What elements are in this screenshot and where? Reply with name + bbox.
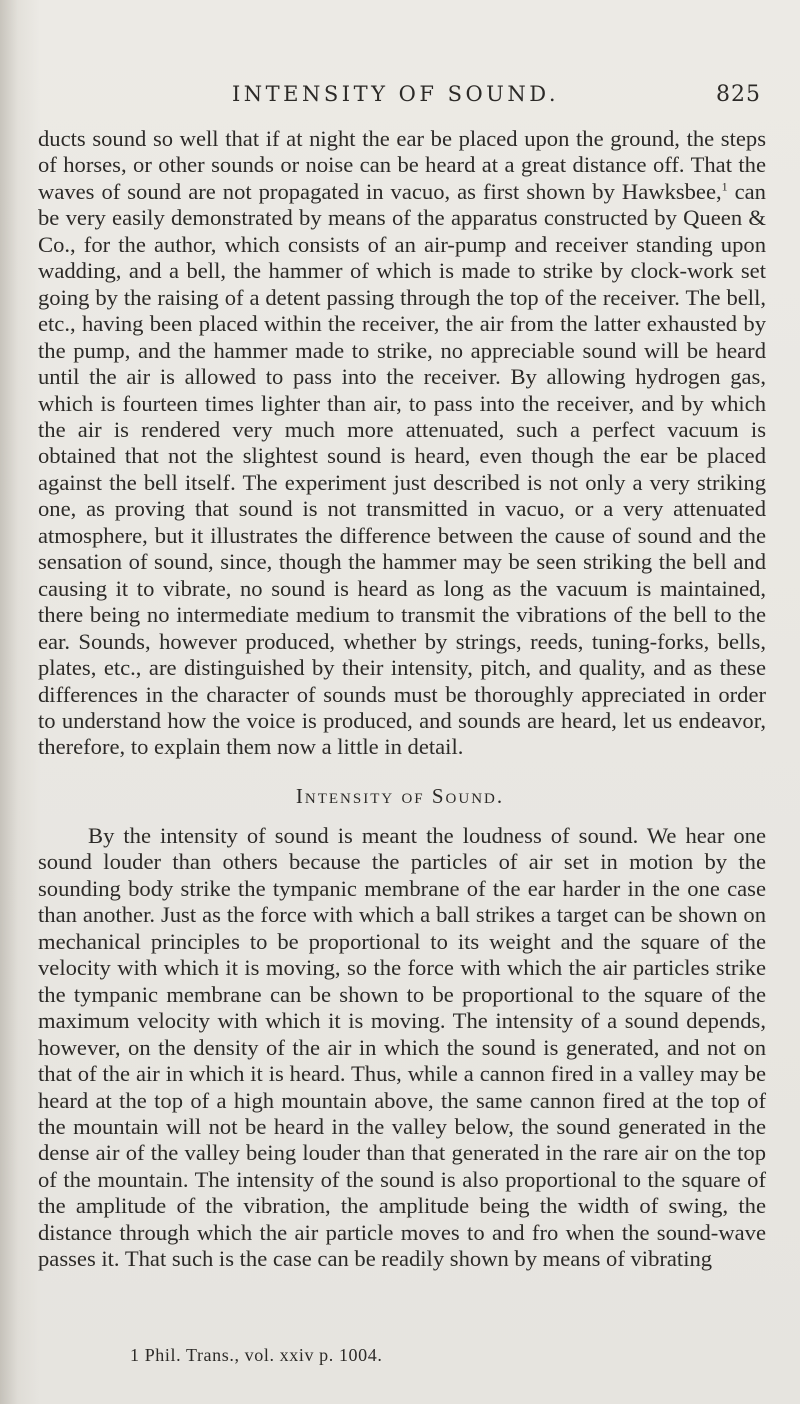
section-paragraph-text: By the intensity of sound is meant the loudness of sound. We hear one sound louder than others because the particles of air set in motion by the sounding body strike the tympanic membrane of the ear harder in the one case than another. Just as the force with which a ball strikes a target can be shown on mechanical principles to be proportional to its weight and the square of the velocity with which it is moving, so the force with which the air particles strike the tympanic membrane can be shown to be proportional to the square of the maximum velocity with which it is moving. The intensity of a sound depends, however, on the density of the air in which the sound is generated, and not on that of the air in which it is heard. Thus, while a cannon fired in a valley may be heard at the top of a high mountain above, the same cannon fired at the top of the mountain will not be heard in the valley below, the sound generated in the dense air of the valley being louder than that generated in the rare air on the top of the mountain. The intensity of the sound is also proportional to the square of the amplitude of the vibration, the amplitude being the width of swing, the distance through which the air particle moves to and fro when the sound-wave passes it. That such is the case can be readily shown by means of vibrating	[38, 823, 766, 1272]
paragraph-text-part-b: can be very easily demonstrated by means of the apparatus constructed by Queen & Co., for the author, which consists of an air-pump and receiver standing upon wadding, and a bell, the hammer of which is made to strike by clock-work set going by the raising of a detent passing through the top of the receiver. The bell, etc., having been placed within the receiver, the air from the latter exhausted by the pump, and the hammer made to strike, no appreciable sound will be heard until the air is allowed to pass into the receiver. By allowing hydrogen gas, which is fourteen times lighter than air, to pass into the receiver, and by which the air is rendered very much more attenuated, such a perfect vacuum is obtained that not the slightest sound is heard, even though the ear be placed against the bell itself. The experiment just described is not only a very striking one, as proving that sound is not transmitted in vacuo, or a very attenuated atmosphere, but it illustrates the difference between the cause of sound and the sensation of sound, since, though the hammer may be seen striking the bell and causing it to vibrate, no sound is heard as long as the vacuum is maintained, there being no intermediate medium to transmit the vibrations of the bell to the ear. Sounds, however produced, whether by strings, reeds, tuning-forks, bells, plates, etc., are distinguished by their intensity, pitch, and quality, and as these differences in the character of sounds must be thoroughly appreciated in order to understand how the voice is produced, and sounds are heard, let us endeavor, therefore, to explain them now a little in detail.	[38, 178, 766, 760]
footnote: 1 Phil. Trans., vol. xxiv p. 1004.	[130, 1345, 383, 1365]
running-head	[0, 82, 800, 112]
section-heading: Intensity of Sound.	[295, 784, 505, 808]
running-title: INTENSITY OF SOUND.	[232, 82, 560, 106]
paragraph-text	[38, 126, 766, 761]
page-number: 825	[716, 82, 761, 107]
paragraph-text-part-a: ducts sound so well that if at night the ear be placed upon the ground, the steps of horses, or other sounds or noise can be heard at a great distance off. That the waves of sound are not propagated in vacuo, as first shown by Hawksbee,	[38, 126, 766, 204]
footnote-reference: 1	[721, 179, 728, 194]
section-paragraph	[38, 823, 766, 1273]
continued-paragraph	[38, 126, 766, 761]
